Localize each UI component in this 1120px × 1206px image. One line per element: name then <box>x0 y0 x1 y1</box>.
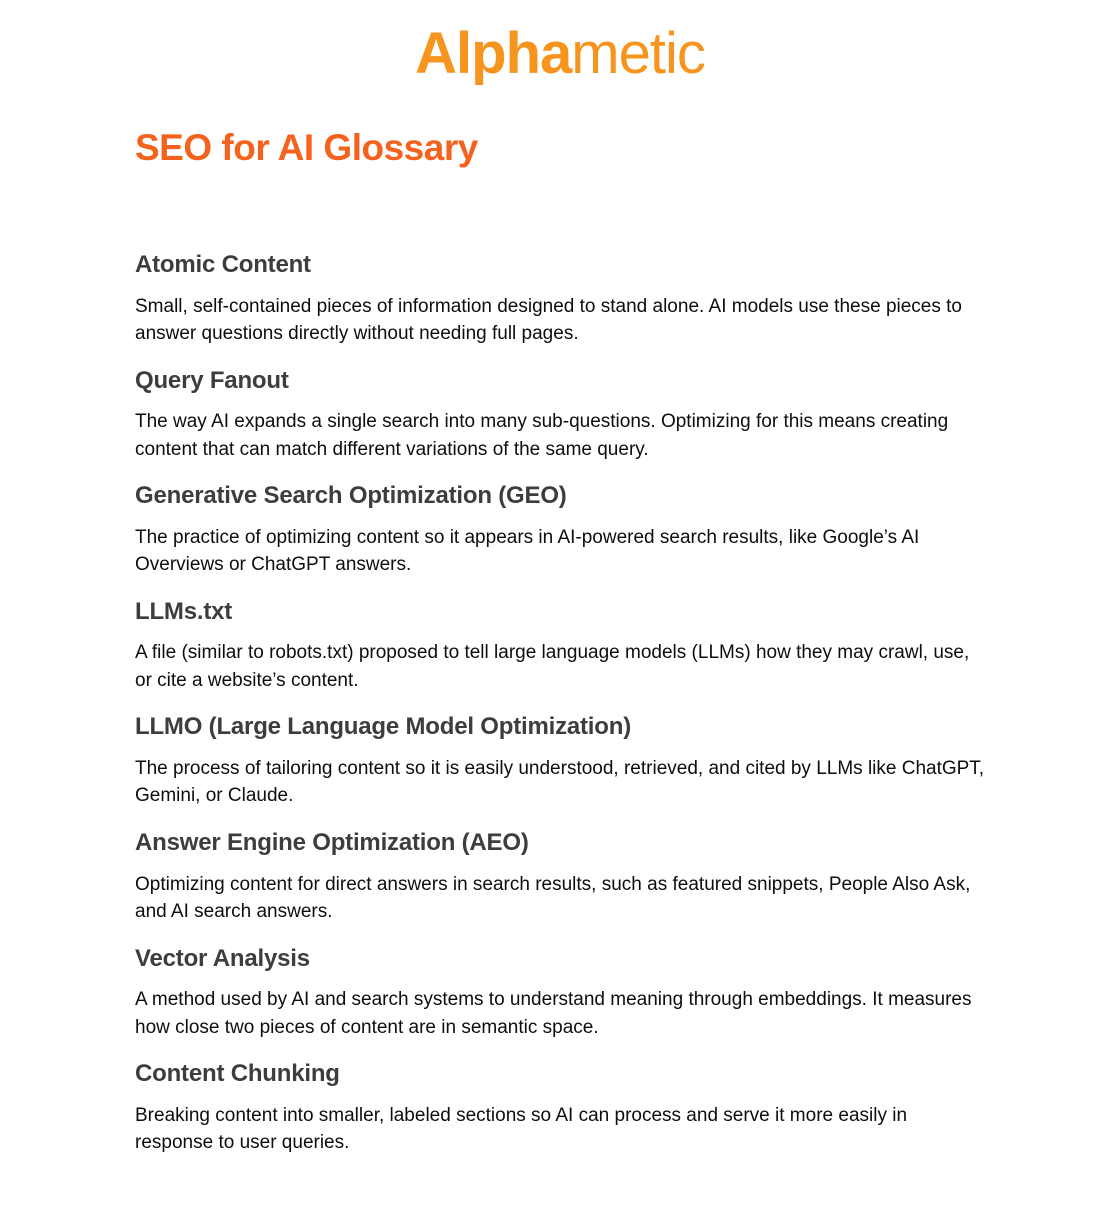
glossary-definition: The practice of optimizing content so it appears in AI-powered search results, like Google’s AI Overviews or ChatGPT answers. <box>135 526 920 576</box>
glossary-definition: Small, self-contained pieces of information designed to stand alone. AI models use these pieces to answer questions directly without needing full pages. <box>135 295 962 345</box>
page-title: SEO for AI Glossary <box>135 127 478 168</box>
glossary-definition: A method used by AI and search systems to understand meaning through embeddings. It measures how close two pieces of content are in semantic space. <box>135 989 972 1038</box>
logo-text-bold: Alpha <box>415 21 572 86</box>
glossary-entry <box>135 367 985 464</box>
glossary-entry <box>135 829 985 926</box>
header <box>0 0 1120 86</box>
alphametic-logo <box>415 22 705 86</box>
glossary-definition: Optimizing content for direct answers in search results, such as featured snippets, People Also Ask, and AI search answers. <box>135 873 971 923</box>
glossary-definition: A file (similar to robots.txt) proposed to tell large language models (LLMs) how they may crawl, use, or cite a website’s content. <box>135 642 970 691</box>
glossary-entry <box>135 251 985 348</box>
main-content <box>0 127 1120 1157</box>
glossary-term: Answer Engine Optimization (AEO) <box>135 828 529 856</box>
glossary-entry <box>135 598 985 695</box>
glossary-definition: The process of tailoring content so it is easily understood, retrieved, and cited by LLMs like ChatGPT, Gemini, or Claude. <box>135 757 985 807</box>
glossary-term: Content Chunking <box>135 1060 340 1088</box>
glossary-list <box>135 251 985 1157</box>
glossary-definition: Breaking content into smaller, labeled sections so AI can process and serve it more easily in response to user queries. <box>135 1104 908 1154</box>
glossary-entry <box>135 482 985 579</box>
glossary-term: LLMO (Large Language Model Optimization) <box>135 713 631 741</box>
glossary-term: Generative Search Optimization (GEO) <box>135 482 567 510</box>
glossary-term: Atomic Content <box>135 251 311 278</box>
glossary-term: Vector Analysis <box>135 944 310 972</box>
glossary-term: Query Fanout <box>135 366 289 394</box>
glossary-entry <box>135 1060 985 1157</box>
glossary-entry <box>135 945 985 1042</box>
glossary-term: LLMs.txt <box>135 597 233 625</box>
glossary-definition: The way AI expands a single search into many sub-questions. Optimizing for this means creating content that can match different variations of the same query. <box>135 411 949 460</box>
logo-text-light: metic <box>571 21 705 86</box>
glossary-entry <box>135 713 985 810</box>
